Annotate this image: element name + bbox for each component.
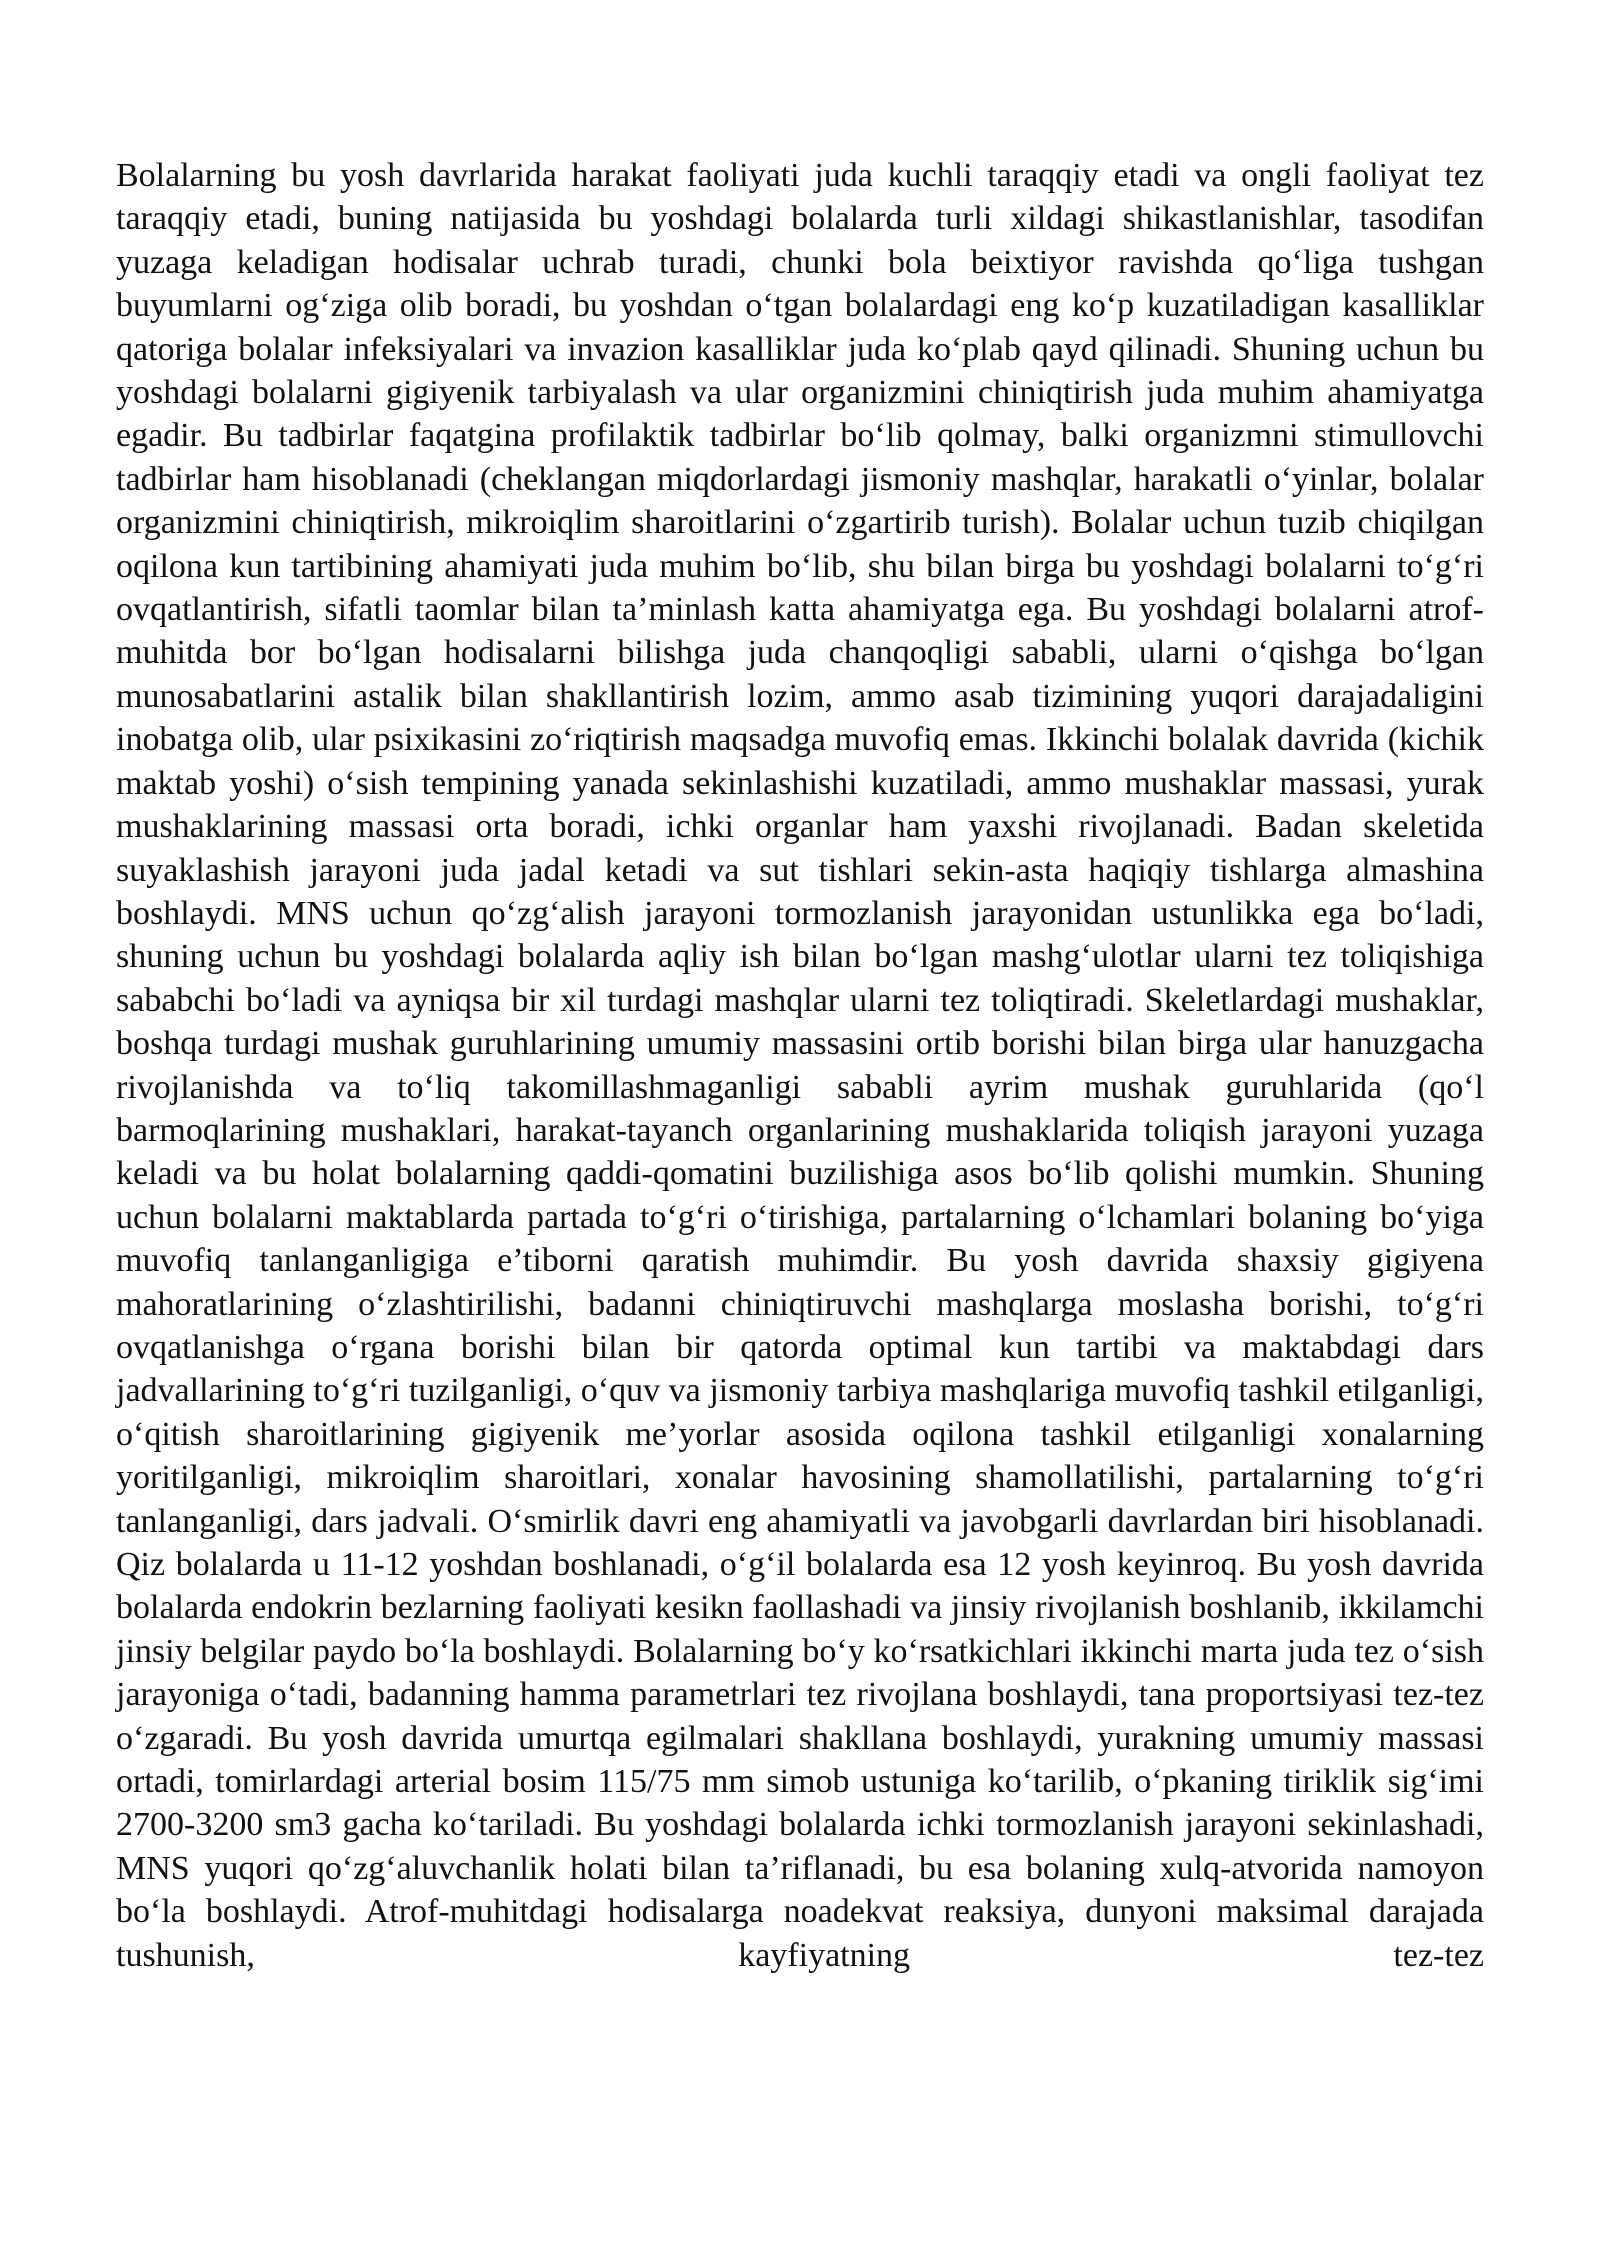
body-paragraph: Bolalarning bu yosh davrlarida harakat faoliyati juda kuchli taraqqiy etadi va ongli faoliyat tez taraqqiy etadi, buning natijasida bu yoshdagi bolalarda turli xildagi shikastlanishlar, tasodifan yuzaga keladigan hodisalar uchrab turadi, chunki bola beixtiyor ravishda qo‘liga tushgan buyumlarni og‘ziga olib boradi, bu yoshdan o‘tgan bolalardagi eng ko‘p kuzatiladigan kasalliklar qatoriga bolalar infeksiyalari va invazion kasalliklar juda ko‘plab qayd qilinadi. Shuning uchun bu yoshdagi bolalarni gigiyenik tarbiyalash va ular organizmini chiniqtirish juda muhim ahamiyatga egadir. Bu tadbirlar faqatgina profilaktik tadbirlar bo‘lib qolmay, balki organizmni stimullovchi tadbirlar ham hisoblanadi (cheklangan miqdorlardagi jismoniy mashqlar, harakatli o‘yinlar, bolalar organizmini chiniqtirish, mikroiqlim sharoitlarini o‘zgartirib turish). Bolalar uchun tuzib chiqilgan oqilona kun tartibining ahamiyati juda muhim bo‘lib, shu bilan birga bu yoshdagi bolalarni to‘g‘ri ovqatlantirish, sifatli taomlar bilan ta’minlash katta ahamiyatga ega. Bu yoshdagi bolalarni atrof-muhitda bor bo‘lgan hodisalarni bilishga juda chanqoqligi sababli, ularni o‘qishga bo‘lgan munosabatlarini astalik bilan shakllantirish lozim, ammo asab tizimining yuqori darajadaligini inobatga olib, ular psixikasini zo‘riqtirish maqsadga muvofiq emas. Ikkinchi bolalak davrida (kichik maktab yoshi) o‘sish tempining yanada sekinlashishi kuzatiladi, ammo mushaklar massasi, yurak mushaklarining massasi orta boradi, ichki organlar ham yaxshi rivojlanadi. Badan skeletida suyaklashish jarayoni juda jadal ketadi va sut tishlari sekin-asta haqiqiy tishlarga almashina boshlaydi. MNS uchun qo‘zg‘alish jarayoni tormozlanish jarayonidan ustunlikka ega bo‘ladi, shuning uchun bu yoshdagi bolalarda aqliy ish bilan bo‘lgan mashg‘ulotlar ularni tez toliqishiga sababchi bo‘ladi va ayniqsa bir xil turdagi mashqlar ularni tez toliqtiradi. Skeletlardagi mushaklar, boshqa turdagi mushak guruhlarining umumiy massasini ortib borishi bilan birga ular hanuzgacha rivojlanishda va to‘liq takomillashmaganligi sababli ayrim mushak guruhlarida (qo‘l barmoqlarining mushaklari, harakat-tayanch organlarining mushaklarida toliqish jarayoni yuzaga keladi va bu holat bolalarning qaddi-qomatini buzilishiga asos bo‘lib qolishi mumkin. Shuning uchun bolalarni maktablarda partada to‘g‘ri o‘tirishiga, partalarning o‘lchamlari bolaning bo‘yiga muvofiq tanlanganligiga e’tiborni qaratish muhimdir. Bu yosh davrida shaxsiy gigiyena mahoratlarining o‘zlashtirilishi, badanni chiniqtiruvchi mashqlarga moslasha borishi, to‘g‘ri ovqatlanishga o‘rgana borishi bilan bir qatorda optimal kun tartibi va maktabdagi dars jadvallarining to‘g‘ri tuzilganligi, o‘quv va jismoniy tarbiya mashqlariga muvofiq tashkil etilganligi, o‘qitish sharoitlarining gigiyenik me’yorlar asosida oqilona tashkil etilganligi xonalarning yoritilganligi, mikroiqlim sharoitlari, xonalar havosining shamollatilishi, partalarning to‘g‘ri tanlanganligi, dars jadvali. O‘smirlik davri eng ahamiyatli va javobgarli davrlardan biri hisoblanadi. Qiz bolalarda u 11-12 yoshdan boshlanadi, o‘g‘il bolalarda esa 12 yosh keyinroq. Bu yosh davrida bolalarda endokrin bezlarning faoliyati kesikn faollashadi va jinsiy rivojlanish boshlanib, ikkilamchi jinsiy belgilar paydo bo‘la boshlaydi. Bolalarning bo‘y ko‘rsatkichlari ikkinchi marta juda tez o‘sish jarayoniga o‘tadi, badanning hamma parametrlari tez rivojlana boshlaydi, tana proportsiyasi tez-tez o‘zgaradi. Bu yosh davrida umurtqa egilmalari shakllana boshlaydi, yurakning umumiy massasi ortadi, tomirlardagi arterial bosim 115/75 mm simob ustuniga ko‘tarilib, o‘pkaning tiriklik sig‘imi 2700-3200 sm3 gacha ko‘tariladi. Bu yoshdagi bolalarda ichki tormozlanish jarayoni sekinlashadi, MNS yuqori qo‘zg‘aluvchanlik holati bilan ta’riflanadi, bu esa bolaning xulq-atvorida namoyon bo‘la boshlaydi. Atrof-muhitdagi hodisalarga noadekvat reaksiya, dunyoni maksimal darajada tushunish, kayfiyatning tez-tez [116,157,1484,1974]
